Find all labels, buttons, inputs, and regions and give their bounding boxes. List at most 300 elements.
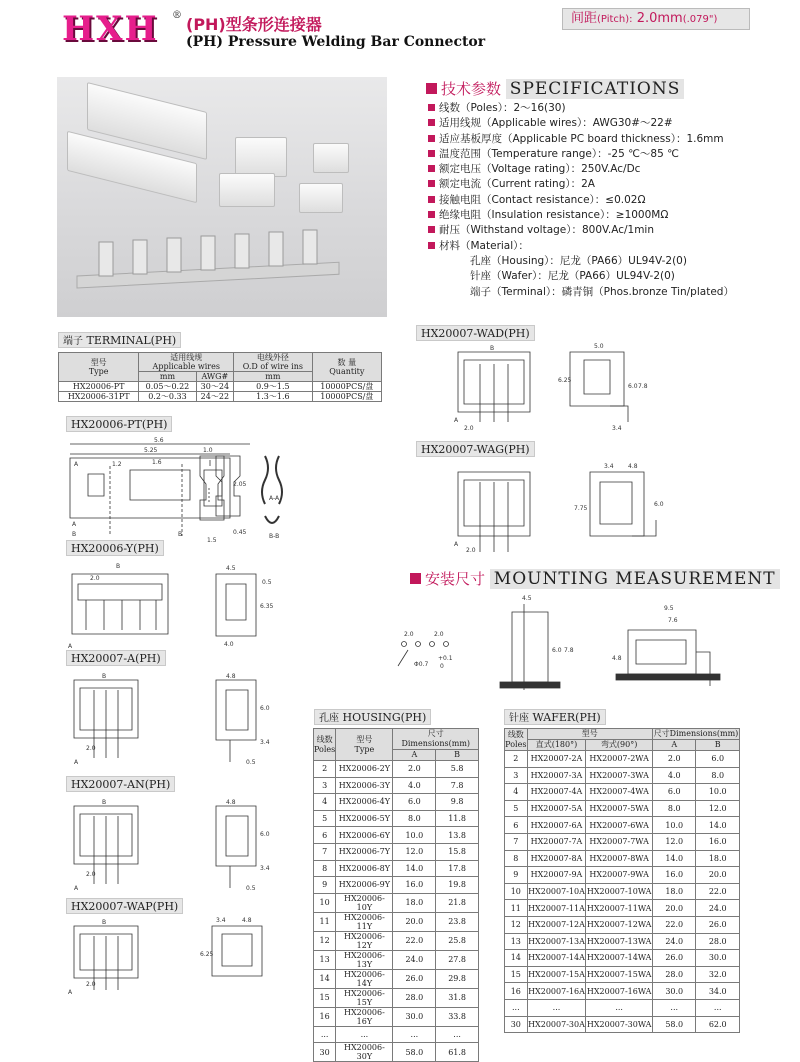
dimension-label: B bbox=[116, 563, 121, 570]
table-cell: 0.9～1.5 bbox=[234, 382, 312, 392]
table-cell: 8.0 bbox=[652, 800, 695, 817]
table-cell: ... bbox=[505, 999, 528, 1016]
dimension-label: Φ0.7 bbox=[414, 661, 429, 668]
table-cell: 16.0 bbox=[393, 877, 436, 894]
table-cell: 18.0 bbox=[393, 893, 436, 912]
table-cell: 26.0 bbox=[652, 950, 695, 967]
table-cell: 22.0 bbox=[393, 931, 436, 950]
table-row bbox=[505, 1016, 740, 1033]
table-cell: 19.8 bbox=[436, 877, 479, 894]
dimension-label: 2.05 bbox=[233, 481, 247, 488]
table-row bbox=[314, 969, 479, 988]
table-cell: 12.0 bbox=[393, 843, 436, 860]
mounting-title-en: MOUNTING MEASUREMENT bbox=[490, 569, 780, 589]
table-cell bbox=[336, 729, 393, 761]
label-hx20007-wad: HX20007-WAD(PH) bbox=[416, 325, 535, 341]
bullet-icon bbox=[428, 180, 435, 187]
table-cell: ... bbox=[393, 1026, 436, 1043]
dimension-label: A bbox=[68, 643, 73, 650]
spec-item bbox=[428, 208, 768, 223]
dimension-label: 7.6 bbox=[668, 617, 678, 624]
table-row bbox=[314, 843, 479, 860]
text: 型号 bbox=[90, 358, 107, 367]
text: 线数 bbox=[316, 734, 333, 744]
text: 绝缘电阻（Insulation resistance）：≥1000MΩ bbox=[439, 209, 669, 222]
table-cell: 62.0 bbox=[696, 1016, 740, 1033]
product-photo bbox=[57, 77, 387, 317]
label-hx20006-y: HX20006-Y(PH) bbox=[66, 540, 164, 556]
text: 孔座 bbox=[319, 713, 339, 724]
table-cell: HX20007-10WA bbox=[586, 883, 653, 900]
table-cell: 5 bbox=[314, 810, 336, 827]
table-cell: 16 bbox=[505, 983, 528, 1000]
dimension-label: 2.0 bbox=[86, 745, 96, 752]
col-od bbox=[234, 353, 312, 372]
dimension-label: 4.5 bbox=[522, 595, 532, 602]
dimension-label: 1.0 bbox=[203, 447, 213, 454]
table-row bbox=[505, 999, 740, 1016]
table-cell: 58.0 bbox=[393, 1043, 436, 1062]
table-cell: ... bbox=[436, 1026, 479, 1043]
wafer-table bbox=[504, 728, 740, 1033]
dimension-label: 4.8 bbox=[242, 917, 252, 924]
table-cell: 弯式(90°) bbox=[586, 740, 653, 751]
table-cell: HX20006-11Y bbox=[336, 912, 393, 931]
dimension-label: 6.25 bbox=[200, 951, 214, 958]
label-hx20007-an: HX20007-AN(PH) bbox=[66, 776, 175, 792]
text: WAFER(PH) bbox=[532, 711, 601, 724]
table-cell: 12.0 bbox=[652, 833, 695, 850]
brand-logo: HXH bbox=[62, 9, 159, 49]
text: 型号 bbox=[356, 734, 373, 744]
dimension-label: 2.0 bbox=[86, 871, 96, 878]
table-cell: HX20006-9Y bbox=[336, 877, 393, 894]
dimension-label: B bbox=[102, 919, 107, 926]
table-cell: 8.0 bbox=[696, 767, 740, 784]
dimension-label: 3.4 bbox=[216, 917, 226, 924]
dimension-label: 2.0 bbox=[90, 575, 100, 582]
table-cell: 10.0 bbox=[652, 817, 695, 834]
table-cell: ... bbox=[586, 999, 653, 1016]
dimension-label: 0.45 bbox=[233, 529, 247, 536]
table-row bbox=[505, 784, 740, 801]
table-cell: 0.05～0.22 bbox=[139, 382, 196, 392]
col-mm: mm bbox=[139, 372, 196, 382]
table-cell: HX20006-7Y bbox=[336, 843, 393, 860]
table-cell: HX20007-12WA bbox=[586, 916, 653, 933]
text: TERMINAL(PH) bbox=[86, 334, 177, 347]
table-cell: 7.8 bbox=[436, 777, 479, 794]
table-cell: 14 bbox=[314, 969, 336, 988]
text: Type bbox=[88, 367, 109, 376]
table-cell: 20.0 bbox=[696, 867, 740, 884]
table-cell: A bbox=[393, 750, 436, 761]
table-row bbox=[314, 777, 479, 794]
dimension-label: A bbox=[68, 989, 73, 996]
dimension-label: 2.0 bbox=[86, 981, 96, 988]
table-cell: 18.0 bbox=[652, 883, 695, 900]
table-cell: 尺寸Dimensions(mm) bbox=[653, 729, 739, 738]
table-row bbox=[314, 931, 479, 950]
table-cell: HX20007-2WA bbox=[586, 751, 653, 768]
drawing-hx20007-wag bbox=[450, 460, 700, 560]
table-row bbox=[314, 794, 479, 811]
table-cell: HX20007-8A bbox=[527, 850, 586, 867]
table-row bbox=[505, 916, 740, 933]
drawing-mounting-angle bbox=[606, 600, 746, 700]
spec-material-terminal: 端子（Terminal）：磷青铜（Phos.bronze Tin/plated） bbox=[470, 285, 734, 298]
table-cell: 8 bbox=[505, 850, 528, 867]
dimension-label: 6.35 bbox=[260, 603, 274, 610]
dimension-label: 2.0 bbox=[464, 425, 474, 432]
text: 端子 bbox=[63, 336, 83, 347]
table-cell: HX20007-16A bbox=[527, 983, 586, 1000]
drawing-hx20007-wap bbox=[66, 916, 286, 996]
table-cell: 32.0 bbox=[696, 966, 740, 983]
bullet-icon bbox=[428, 226, 435, 233]
table-cell: 34.0 bbox=[696, 983, 740, 1000]
terminal-label bbox=[58, 332, 181, 348]
dimension-label: 7.8 bbox=[564, 647, 574, 654]
table-cell: 5 bbox=[505, 800, 528, 817]
table-cell: 28.0 bbox=[652, 966, 695, 983]
spec-item bbox=[428, 132, 768, 147]
table-row bbox=[505, 800, 740, 817]
dimension-label: A bbox=[72, 521, 77, 528]
table-cell: HX20007-9A bbox=[527, 867, 586, 884]
table-row bbox=[505, 751, 740, 768]
table-cell: 9 bbox=[314, 877, 336, 894]
table-row bbox=[505, 933, 740, 950]
photo-terminal-strip bbox=[77, 232, 347, 312]
table-cell: 30～24 bbox=[196, 382, 234, 392]
text: 数 量 bbox=[337, 358, 357, 367]
mounting-title-cn: 安装尺寸 bbox=[425, 570, 486, 588]
table-row bbox=[505, 850, 740, 867]
table-row bbox=[505, 900, 740, 917]
table-cell: HX20007-3A bbox=[527, 767, 586, 784]
wafer-label bbox=[504, 709, 606, 725]
table-cell: 12 bbox=[505, 916, 528, 933]
table-cell: ... bbox=[527, 999, 586, 1016]
table-cell: 13.8 bbox=[436, 827, 479, 844]
bullet-icon bbox=[428, 135, 435, 142]
table-row bbox=[314, 893, 479, 912]
table-cell: 5.8 bbox=[436, 761, 479, 778]
table-cell: HX20007-30WA bbox=[586, 1016, 653, 1033]
label-hx20007-a: HX20007-A(PH) bbox=[66, 650, 166, 666]
table-cell: HX20007-14WA bbox=[586, 950, 653, 967]
dimension-label: 4.8 bbox=[226, 799, 236, 806]
text: 适用线规（Applicable wires）：AWG30#～22# bbox=[439, 117, 673, 130]
table-cell: 10.0 bbox=[696, 784, 740, 801]
text: 线数（Poles）：2～16(30) bbox=[439, 102, 566, 114]
table-cell: HX20007-16WA bbox=[586, 983, 653, 1000]
dimension-label: 2.0 bbox=[404, 631, 414, 638]
table-cell: 23.8 bbox=[436, 912, 479, 931]
table-cell bbox=[314, 729, 336, 761]
table-cell: HX20007-15A bbox=[527, 966, 586, 983]
table-cell: 4 bbox=[505, 784, 528, 801]
table-row bbox=[505, 883, 740, 900]
table-cell: 9.8 bbox=[436, 794, 479, 811]
square-bullet-icon bbox=[426, 83, 437, 94]
photo-wafer-small bbox=[219, 173, 275, 207]
dimension-label: 6.0 bbox=[654, 501, 664, 508]
text: 接触电阻（Contact resistance）：≤0.02Ω bbox=[439, 193, 646, 206]
dimension-label: B bbox=[490, 345, 495, 352]
photo-housing-small bbox=[235, 137, 287, 177]
dimension-label: 0.5 bbox=[246, 759, 256, 766]
spec-item bbox=[428, 162, 768, 177]
bullet-icon bbox=[428, 196, 435, 203]
drawing-mounting-vertical bbox=[492, 592, 582, 702]
table-cell: 6 bbox=[505, 817, 528, 834]
table-cell: 6.0 bbox=[652, 784, 695, 801]
table-cell: 25.8 bbox=[436, 931, 479, 950]
table-cell: 15.8 bbox=[436, 843, 479, 860]
table-cell: 10000PCS/盘 bbox=[312, 382, 381, 392]
table-cell: 12.0 bbox=[696, 800, 740, 817]
table-cell: 30 bbox=[314, 1043, 336, 1062]
table-cell: 61.8 bbox=[436, 1043, 479, 1062]
drawing-hx20006-y bbox=[66, 560, 286, 650]
text: 材料（Material）： bbox=[439, 239, 529, 252]
table-row bbox=[314, 860, 479, 877]
dimension-label: 6.0 bbox=[260, 705, 270, 712]
specs-heading bbox=[426, 78, 684, 99]
dimension-label: 2.0 bbox=[434, 631, 444, 638]
table-cell: 2.0 bbox=[393, 761, 436, 778]
table-cell: HX20007-7A bbox=[527, 833, 586, 850]
dimension-label: B bbox=[102, 673, 107, 680]
dimension-label: B bbox=[178, 531, 183, 538]
bullet-icon bbox=[428, 150, 435, 157]
table-cell: 24.0 bbox=[696, 900, 740, 917]
table-cell: 7 bbox=[314, 843, 336, 860]
drawing-hx20007-an bbox=[66, 796, 286, 892]
dimension-label: 5.25 bbox=[144, 447, 158, 454]
text: 适用线规 bbox=[170, 353, 203, 362]
table-cell: 14.0 bbox=[652, 850, 695, 867]
spec-item bbox=[428, 223, 768, 238]
table-cell: 24.0 bbox=[393, 950, 436, 969]
dimension-label: 4.5 bbox=[226, 565, 236, 572]
table-cell: 16.0 bbox=[652, 867, 695, 884]
table-cell: 9 bbox=[505, 867, 528, 884]
table-cell: HX20007-7WA bbox=[586, 833, 653, 850]
page-title-cn: (PH)型条形连接器 bbox=[186, 15, 322, 34]
table-cell: A bbox=[652, 740, 695, 751]
text: Applicable wires bbox=[152, 362, 220, 371]
table-cell: 11.8 bbox=[436, 810, 479, 827]
table-cell: 13 bbox=[505, 933, 528, 950]
table-cell: 直式(180°) bbox=[527, 740, 586, 751]
table-row bbox=[314, 827, 479, 844]
table-cell: HX20006-14Y bbox=[336, 969, 393, 988]
dimension-label: 6.25 bbox=[558, 377, 572, 384]
spec-item bbox=[428, 147, 768, 162]
table-cell: HX20007-10A bbox=[527, 883, 586, 900]
page-title-en: (PH) Pressure Welding Bar Connector bbox=[186, 34, 486, 50]
table-cell: HX20006-4Y bbox=[336, 794, 393, 811]
table-cell: HX20007-12A bbox=[527, 916, 586, 933]
dimension-label: 5.0 bbox=[594, 343, 604, 350]
table-row bbox=[314, 1026, 479, 1043]
table-row bbox=[505, 767, 740, 784]
table-cell: 0.2～0.33 bbox=[139, 392, 196, 402]
table-cell: 8.0 bbox=[393, 810, 436, 827]
table-cell: 21.8 bbox=[436, 893, 479, 912]
table-cell: HX20006-12Y bbox=[336, 931, 393, 950]
table-cell: HX20006-5Y bbox=[336, 810, 393, 827]
bullet-icon bbox=[428, 165, 435, 172]
text: 额定电流（Current rating）：2A bbox=[439, 178, 595, 191]
table-cell: HX20007-4WA bbox=[586, 784, 653, 801]
pitch-box bbox=[562, 8, 750, 30]
table-cell: 10.0 bbox=[393, 827, 436, 844]
label-hx20007-wap: HX20007-WAP(PH) bbox=[66, 898, 183, 914]
table-cell: 10 bbox=[505, 883, 528, 900]
table-cell: HX20007-11A bbox=[527, 900, 586, 917]
dimension-label: 3.4 bbox=[604, 463, 614, 470]
table-row bbox=[59, 392, 382, 402]
dimension-label: 3.4 bbox=[260, 739, 270, 746]
spec-material-housing: 孔座（Housing）：尼龙（PA66）UL94V-2(0) bbox=[470, 254, 687, 267]
dimension-label: A bbox=[74, 885, 79, 892]
dimension-label: 7.75 bbox=[574, 505, 588, 512]
photo-wafer-angle bbox=[299, 183, 343, 213]
table-cell: 14 bbox=[505, 950, 528, 967]
table-cell: HX20006-6Y bbox=[336, 827, 393, 844]
table-cell: 13 bbox=[314, 950, 336, 969]
pitch-value: 2.0mm bbox=[636, 11, 683, 26]
table-cell: HX20007-5WA bbox=[586, 800, 653, 817]
specs-title-cn: 技术参数 bbox=[441, 80, 502, 98]
table-cell: 24～22 bbox=[196, 392, 234, 402]
table-cell: B bbox=[696, 740, 740, 751]
col-wires bbox=[139, 353, 234, 372]
table-row bbox=[314, 1007, 479, 1026]
table-cell: 58.0 bbox=[652, 1016, 695, 1033]
table-cell: 33.8 bbox=[436, 1007, 479, 1026]
col-type bbox=[59, 353, 139, 382]
text: Poles bbox=[314, 744, 336, 754]
photo-housing-tiny bbox=[313, 143, 349, 173]
table-row bbox=[314, 810, 479, 827]
mounting-heading bbox=[410, 568, 780, 589]
spec-item bbox=[428, 177, 768, 192]
table-row bbox=[314, 988, 479, 1007]
table-cell: HX20006-30Y bbox=[336, 1043, 393, 1062]
dimension-label: 4.8 bbox=[612, 655, 622, 662]
table-row bbox=[314, 761, 479, 778]
table-cell: 30.0 bbox=[393, 1007, 436, 1026]
table-row bbox=[505, 983, 740, 1000]
table-cell: 4.0 bbox=[652, 767, 695, 784]
table-cell: 27.8 bbox=[436, 950, 479, 969]
table-cell: 16.0 bbox=[696, 833, 740, 850]
table-cell: HX20006-8Y bbox=[336, 860, 393, 877]
table-cell: 4 bbox=[314, 794, 336, 811]
table-cell: 31.8 bbox=[436, 988, 479, 1007]
dimension-label: 5.6 bbox=[154, 437, 164, 444]
col-qty bbox=[312, 353, 381, 382]
table-row bbox=[314, 912, 479, 931]
table-cell: 10 bbox=[314, 893, 336, 912]
text: 适应基板厚度（Applicable PC board thickness）：1.6mm bbox=[439, 132, 724, 145]
table-cell: 14.0 bbox=[393, 860, 436, 877]
dimension-label: B-B bbox=[269, 533, 280, 540]
specs-list bbox=[428, 101, 768, 300]
table-cell: 6.0 bbox=[696, 751, 740, 768]
dimension-label: +0.1 bbox=[438, 655, 453, 662]
table-cell: HX20007-15WA bbox=[586, 966, 653, 983]
housing-table bbox=[313, 728, 479, 1062]
bullet-icon bbox=[428, 104, 435, 111]
spec-item bbox=[428, 116, 768, 131]
table-cell: HX20007-6A bbox=[527, 817, 586, 834]
table-cell: 14.0 bbox=[696, 817, 740, 834]
table-cell: HX20007-30A bbox=[527, 1016, 586, 1033]
table-cell: 17.8 bbox=[436, 860, 479, 877]
table-cell: 型号 bbox=[527, 729, 652, 740]
table-cell: 30.0 bbox=[652, 983, 695, 1000]
bullet-icon bbox=[428, 242, 435, 249]
terminal-table bbox=[58, 352, 382, 402]
table-cell: HX20006-3Y bbox=[336, 777, 393, 794]
dimension-label: 0.5 bbox=[246, 885, 256, 892]
dimension-label: 6.0 bbox=[260, 831, 270, 838]
table-row bbox=[505, 817, 740, 834]
dimension-label: 3.4 bbox=[612, 425, 622, 432]
table-row bbox=[505, 867, 740, 884]
table-cell: 2 bbox=[505, 751, 528, 768]
dimension-label: 2.0 bbox=[466, 547, 476, 554]
text: HOUSING(PH) bbox=[342, 711, 427, 724]
table-cell: 20.0 bbox=[393, 912, 436, 931]
housing-label bbox=[314, 709, 431, 725]
dimension-label: B bbox=[102, 799, 107, 806]
pitch-label-cn: 间距 bbox=[571, 11, 598, 26]
table-cell: ... bbox=[314, 1026, 336, 1043]
table-cell: HX20007-11WA bbox=[586, 900, 653, 917]
text: 线数 bbox=[507, 729, 524, 739]
table-cell: 16 bbox=[314, 1007, 336, 1026]
text: Quantity bbox=[329, 367, 365, 376]
table-cell: 30 bbox=[505, 1016, 528, 1033]
table-cell: HX20007-8WA bbox=[586, 850, 653, 867]
text: Type bbox=[354, 744, 375, 754]
spec-material-wafer: 针座（Wafer）：尼龙（PA66）UL94V-2(0) bbox=[470, 270, 675, 283]
table-cell: HX20006-PT bbox=[59, 382, 139, 392]
table-cell: HX20006-15Y bbox=[336, 988, 393, 1007]
table-cell: 26.0 bbox=[393, 969, 436, 988]
registered-mark: ® bbox=[172, 10, 182, 21]
table-cell: 28.0 bbox=[696, 933, 740, 950]
table-cell: 2 bbox=[314, 761, 336, 778]
table-cell: 15 bbox=[505, 966, 528, 983]
dimension-label: 7.8 bbox=[638, 383, 648, 390]
dimension-label: A-A bbox=[269, 495, 280, 502]
text: 耐压（Withstand voltage）：800V.Ac/1min bbox=[439, 224, 654, 237]
dimension-label: 3.4 bbox=[260, 865, 270, 872]
table-cell: HX20007-14A bbox=[527, 950, 586, 967]
square-bullet-icon bbox=[410, 573, 421, 584]
table-cell bbox=[505, 729, 528, 751]
table-cell: 22.0 bbox=[696, 883, 740, 900]
drawing-hx20007-wad bbox=[450, 342, 700, 434]
